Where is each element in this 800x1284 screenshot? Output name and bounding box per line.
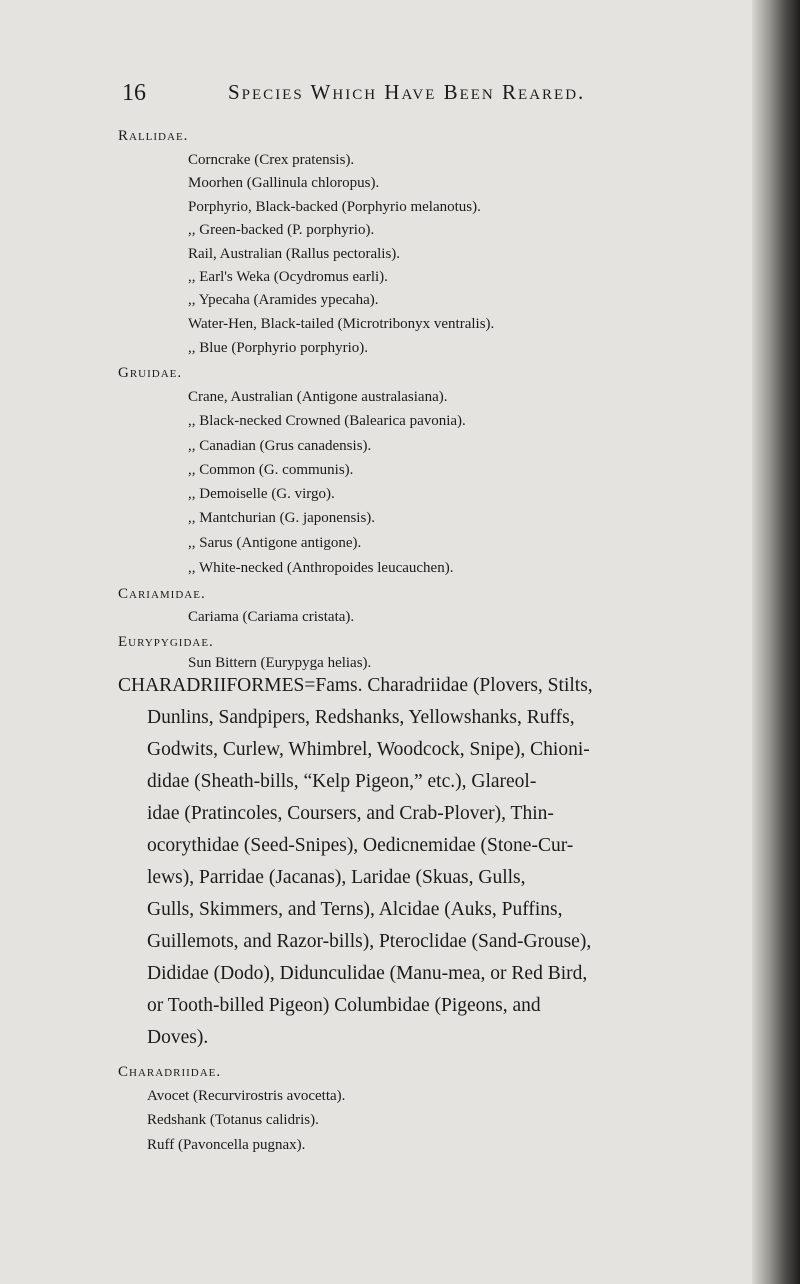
list-item: ,, White-necked (Anthropoides leucauchen). xyxy=(188,560,454,576)
list-item: Porphyrio, Black-backed (Porphyrio melanotus). xyxy=(188,199,481,215)
family-heading-gruidae: Gruidae. xyxy=(118,365,183,381)
list-item: ,, Green-backed (P. porphyrio). xyxy=(188,222,375,238)
list-item: ,, Demoiselle (G. virgo). xyxy=(188,486,335,502)
list-item: Corncrake (Crex pratensis). xyxy=(188,152,355,168)
list-item: Moorhen (Gallinula chloropus). xyxy=(188,175,380,191)
family-heading-cariamidae: Cariamidae. xyxy=(118,586,206,602)
list-item: Crane, Australian (Antigone australasiana). xyxy=(188,389,448,405)
list-item: Avocet (Recurvirostris avocetta). xyxy=(147,1088,346,1104)
list-item: ,, Earl's Weka (Ocydromus earli). xyxy=(188,269,388,285)
paragraph-line: Guillemots, and Razor-bills), Pteroclidae (Sand-Grouse), xyxy=(147,931,592,952)
list-item: ,, Ypecaha (Aramides ypecaha). xyxy=(188,292,379,308)
list-item: ,, Mantchurian (G. japonensis). xyxy=(188,510,376,526)
list-item: ,, Sarus (Antigone antigone). xyxy=(188,535,362,551)
list-item: Sun Bittern (Eurypyga helias). xyxy=(188,655,372,671)
list-item: ,, Blue (Porphyrio porphyrio). xyxy=(188,340,368,356)
list-item: Rail, Australian (Rallus pectoralis). xyxy=(188,246,401,262)
paragraph-line: didae (Sheath-bills, “Kelp Pigeon,” etc.), Glareol- xyxy=(147,771,537,792)
family-heading-charadriidae: Charadriidae. xyxy=(118,1064,222,1080)
list-item: Water-Hen, Black-tailed (Microtribonyx ventralis). xyxy=(188,316,495,332)
list-item: ,, Canadian (Grus canadensis). xyxy=(188,438,372,454)
paragraph-line: CHARADRIIFORMES=Fams. Charadriidae (Plovers, Stilts, xyxy=(118,675,593,696)
paragraph-line: Doves). xyxy=(147,1027,209,1048)
family-heading-rallidae: Rallidae. xyxy=(118,128,189,144)
list-item: Redshank (Totanus calidris). xyxy=(147,1112,319,1128)
list-item: ,, Common (G. communis). xyxy=(188,462,354,478)
paragraph-line: idae (Pratincoles, Coursers, and Crab-Plover), Thin- xyxy=(147,803,554,824)
page-number: 16 xyxy=(122,80,146,106)
paragraph-line: lews), Parridae (Jacanas), Laridae (Skuas, Gulls, xyxy=(147,867,526,888)
list-item: Ruff (Pavoncella pugnax). xyxy=(147,1137,306,1153)
page-header xyxy=(122,70,642,110)
paragraph-line: Dunlins, Sandpipers, Redshanks, Yellowshanks, Ruffs, xyxy=(147,707,575,728)
paragraph-line: Godwits, Curlew, Whimbrel, Woodcock, Snipe), Chioni- xyxy=(147,739,590,760)
list-item: ,, Black-necked Crowned (Balearica pavonia). xyxy=(188,413,466,429)
page-edge-shadow xyxy=(752,0,800,1284)
paragraph-line: Dididae (Dodo), Didunculidae (Manu-mea, or Red Bird, xyxy=(147,963,588,984)
family-heading-eurypygidae: Eurypygidae. xyxy=(118,634,214,650)
list-item: Cariama (Cariama cristata). xyxy=(188,609,355,625)
running-title: Species Which Have Been Reared. xyxy=(228,80,586,104)
paragraph-line: or Tooth-billed Pigeon) Columbidae (Pigeons, and xyxy=(147,995,541,1016)
paragraph-line: ocorythidae (Seed-Snipes), Oedicnemidae (Stone-Cur- xyxy=(147,835,574,856)
paragraph-line: Gulls, Skimmers, and Terns), Alcidae (Auks, Puffins, xyxy=(147,899,563,920)
